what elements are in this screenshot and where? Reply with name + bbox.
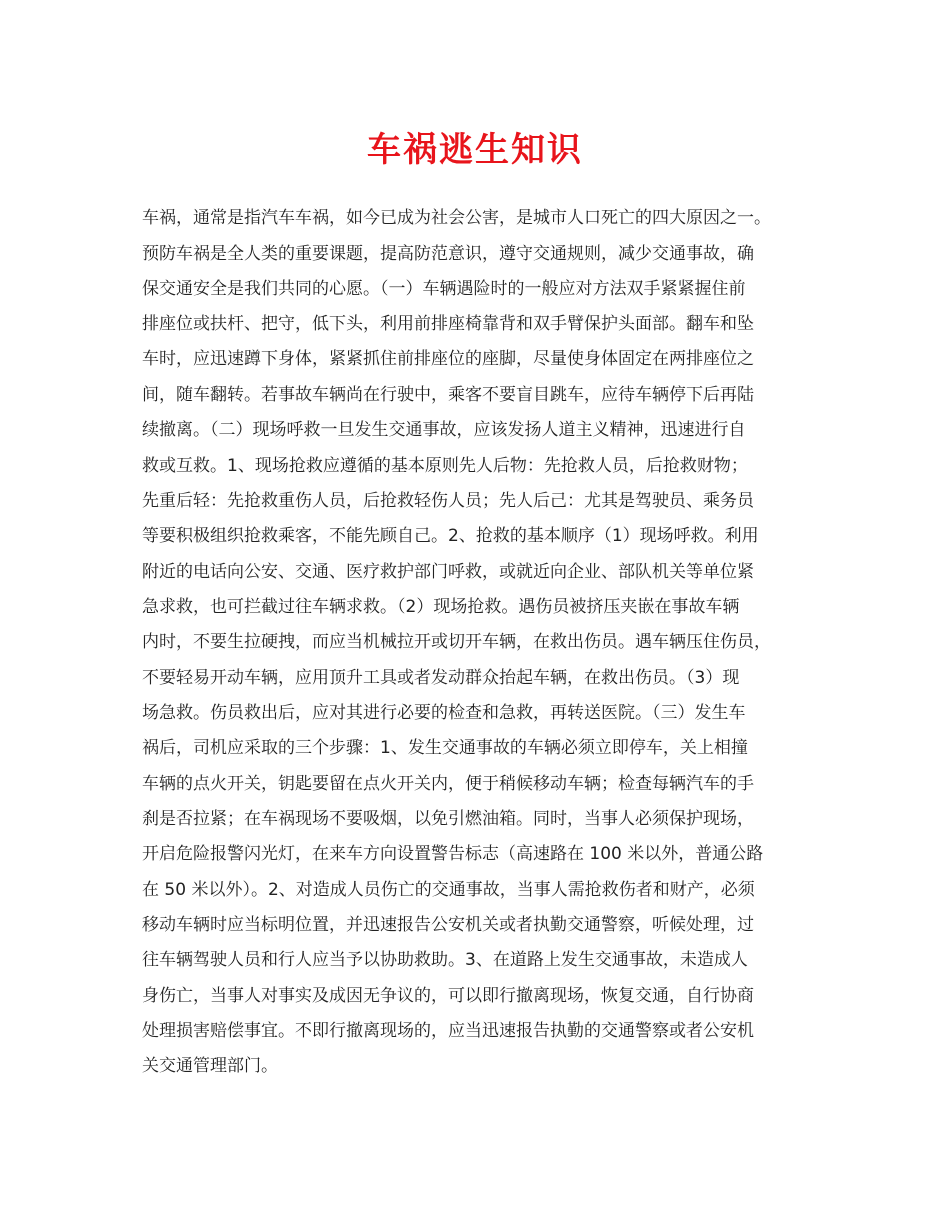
body-line: 间，随车翻转。若事故车辆尚在行驶中，乘客不要盲目跳车，应待车辆停下后再陆 xyxy=(142,385,754,405)
body-line: 祸后，司机应采取的三个步骤：1、发生交通事故的车辆必须立即停车，关上相撞 xyxy=(142,738,748,758)
body-line: 不要轻易开动车辆，应用顶升工具或者发动群众抬起车辆，在救出伤员。（3）现 xyxy=(142,668,740,688)
body-line: 车祸，通常是指汽车车祸，如今已成为社会公害，是城市人口死亡的四大原因之一。 xyxy=(142,208,771,228)
body-line: 开启危险报警闪光灯，在来车方向设置警告标志（高速路在 100 米以外，普通公路 xyxy=(142,844,764,864)
body-line: 内时，不要生拉硬拽，而应当机械拉开或切开车辆，在救出伤员。遇车辆压住伤员， xyxy=(142,632,771,652)
body-line: 等要积极组织抢救乘客，不能先顾自己。2、抢救的基本顺序（1）现场呼救。利用 xyxy=(142,526,759,546)
body-line: 车时，应迅速蹲下身体，紧紧抓住前排座位的座脚，尽量使身体固定在两排座位之 xyxy=(142,349,754,369)
document-title: 车祸逃生知识 xyxy=(367,130,583,170)
body-line: 车辆的点火开关，钥匙要留在点火开关内，便于稍候移动车辆；检查每辆汽车的手 xyxy=(142,774,754,794)
body-line: 关交通管理部门。 xyxy=(142,1056,278,1076)
body-line: 急求救，也可拦截过往车辆求救。（2）现场抢救。遇伤员被挤压夹嵌在事故车辆 xyxy=(142,597,740,617)
body-line: 排座位或扶杆、把守，低下头，利用前排座椅靠背和双手臂保护头面部。翻车和坠 xyxy=(142,314,754,334)
body-line: 救或互救。1、现场抢救应遵循的基本原则先人后物：先抢救人员，后抢救财物； xyxy=(142,456,748,476)
body-line: 往车辆驾驶人员和行人应当予以协助救助。3、在道路上发生交通事故，未造成人 xyxy=(142,950,748,970)
body-line: 场急救。伤员救出后，应对其进行必要的检查和急救，再转送医院。（三）发生车 xyxy=(142,703,746,723)
body-line: 处理损害赔偿事宜。不即行撤离现场的，应当迅速报告执勤的交通警察或者公安机 xyxy=(142,1021,754,1041)
body-line: 保交通安全是我们共同的心愿。（一）车辆遇险时的一般应对方法双手紧紧握住前 xyxy=(142,279,746,299)
body-line: 先重后轻：先抢救重伤人员，后抢救轻伤人员；先人后己：尤其是驾驶员、乘务员 xyxy=(142,491,754,511)
body-line: 在 50 米以外）。2、对造成人员伤亡的交通事故，当事人需抢救伤者和财产，必须 xyxy=(142,880,755,900)
body-line: 刹是否拉紧；在车祸现场不要吸烟，以免引燃油箱。同时，当事人必须保护现场， xyxy=(142,809,754,829)
body-line: 身伤亡，当事人对事实及成因无争议的，可以即行撤离现场，恢复交通，自行协商 xyxy=(142,986,754,1006)
body-line: 附近的电话向公安、交通、医疗救护部门呼救，或就近向企业、部队机关等单位紧 xyxy=(142,562,754,582)
body-line: 预防车祸是全人类的重要课题，提高防范意识，遵守交通规则，减少交通事故，确 xyxy=(142,244,754,264)
body-line: 移动车辆时应当标明位置，并迅速报告公安机关或者执勤交通警察，听候处理，过 xyxy=(142,915,754,935)
body-line: 续撤离。（二）现场呼救一旦发生交通事故，应该发扬人道主义精神，迅速进行自 xyxy=(142,420,746,440)
